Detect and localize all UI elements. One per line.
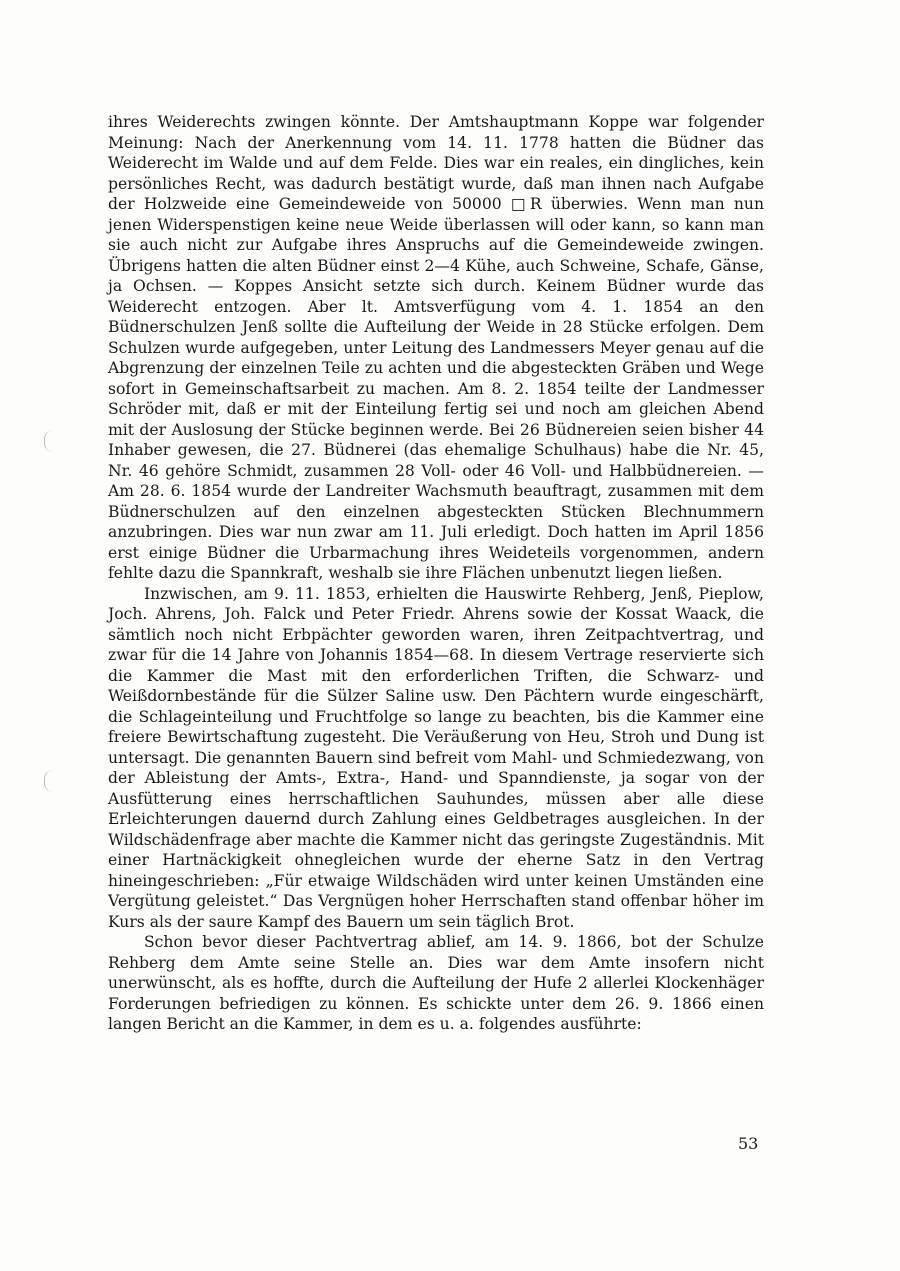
paragraph-3: Schon bevor dieser Pachtvertrag ablief, am 14. 9. 1866, bot der Schulze Rehberg dem Amte seine Stelle an. Dies war dem Amte insofern nicht unerwünscht, als es hoffte, durch die Aufteilung der Hufe 2 allerlei Klockenhäger Forderungen befriedigen zu können. Es schickte unter dem 26. 9. 1866 einen langen Bericht an die Kammer, in dem es u. a. folgendes ausführte: xyxy=(108,933,764,1033)
page-number: 53 xyxy=(738,1134,759,1153)
paragraph-2: Inzwischen, am 9. 11. 1853, erhielten die Hauswirte Rehberg, Jenß, Pieplow, Joch. Ahrens, Joh. Falck und Peter Friedr. Ahrens sowie der Kossat Waack, die sämtlich noch nicht Erbpächter geworden waren, ihren Zeitpachtvertrag, und zwar für die 14 Jahre von Johannis 1854—68. In diesem Vertrage reservierte sich die Kammer die Mast mit den erforderlichen Triften, die Schwarz- und Weißdornbestände für die Sülzer Saline usw. Den Pächtern wurde eingeschärft, die Schlageinteilung und Fruchtfolge so lange zu beachten, bis die Kammer eine freiere Bewirtschaftung zugesteht. Die Veräußerung von Heu, Stroh und Dung ist untersagt. Die genannten Bauern sind befreit vom Mahl- und Schmiedezwang, von der Ableistung der Amts-, Extra-, Hand- und Spanndienste, ja sogar von der Ausfütterung eines herrschaftlichen Sauhundes, müssen aber alle diese Erleichterungen dauernd durch Zahlung eines Geldbetrages ausgleichen. In der Wildschädenfrage aber machte die Kammer nicht das geringste Zugeständnis. Mit einer Hartnäckigkeit ohnegleichen wurde der eherne Satz in den Vertrag hineingeschrieben: „Für etwaige Wildschäden wird unter keinen Umständen eine Vergütung geleistet.“ Das Vergnügen hoher Herrschaften stand offenbar höher im Kurs als der saure Kampf des Bauern um sein täglich Brot. xyxy=(108,584,764,931)
margin-punch-mark xyxy=(44,770,53,792)
body-text xyxy=(108,112,764,1035)
margin-punch-mark xyxy=(44,430,53,452)
paragraph-1: ihres Weiderechts zwingen könnte. Der Amtshauptmann Koppe war folgender Meinung: Nach der Anerkennung vom 14. 11. 1778 hatten die Büdner das Weiderecht im Walde und auf dem Felde. Dies war ein reales, ein dingliches, kein persönliches Recht, was dadurch bestätigt wurde, daß man ihnen nach Aufgabe der Holzweide eine Gemeindeweide von 50000 □R überwies. Wenn man nun jenen Widerspenstigen keine neue Weide überlassen will oder kann, so kann man sie auch nicht zur Aufgabe ihres Anspruchs auf die Gemeindeweide zwingen. Übrigens hatten die alten Büdner einst 2—4 Kühe, auch Schweine, Schafe, Gänse, ja Ochsen. — Koppes Ansicht setzte sich durch. Keinem Büdner wurde das Weiderecht entzogen. Aber lt. Amtsverfügung vom 4. 1. 1854 an den Büdnerschulzen Jenß sollte die Aufteilung der Weide in 28 Stücke erfolgen. Dem Schulzen wurde aufgegeben, unter Leitung des Landmessers Meyer genau auf die Abgrenzung der einzelnen Teile zu achten und die abgesteckten Gräben und Wege sofort in Gemeinschaftsarbeit zu machen. Am 8. 2. 1854 teilte der Landmesser Schröder mit, daß er mit der Einteilung fertig sei und noch am gleichen Abend mit der Auslosung der Stücke beginnen werde. Bei 26 Büdnereien seien bisher 44 Inhaber gewesen, die 27. Büdnerei (das ehemalige Schulhaus) habe die Nr. 45, Nr. 46 gehöre Schmidt, zusammen 28 Voll- oder 46 Voll- und Halbbüdnereien. — Am 28. 6. 1854 wurde der Landreiter Wachsmuth beauftragt, zusammen mit dem Büdnerschulzen auf den einzelnen abgesteckten Stücken Blechnummern anzubringen. Dies war nun zwar am 11. Juli erledigt. Doch hatten im April 1856 erst einige Büdner die Urbarmachung ihres Weideteils vorgenommen, andern fehlte dazu die Spannkraft, weshalb sie ihre Flächen unbenutzt liegen ließen. xyxy=(108,113,764,582)
